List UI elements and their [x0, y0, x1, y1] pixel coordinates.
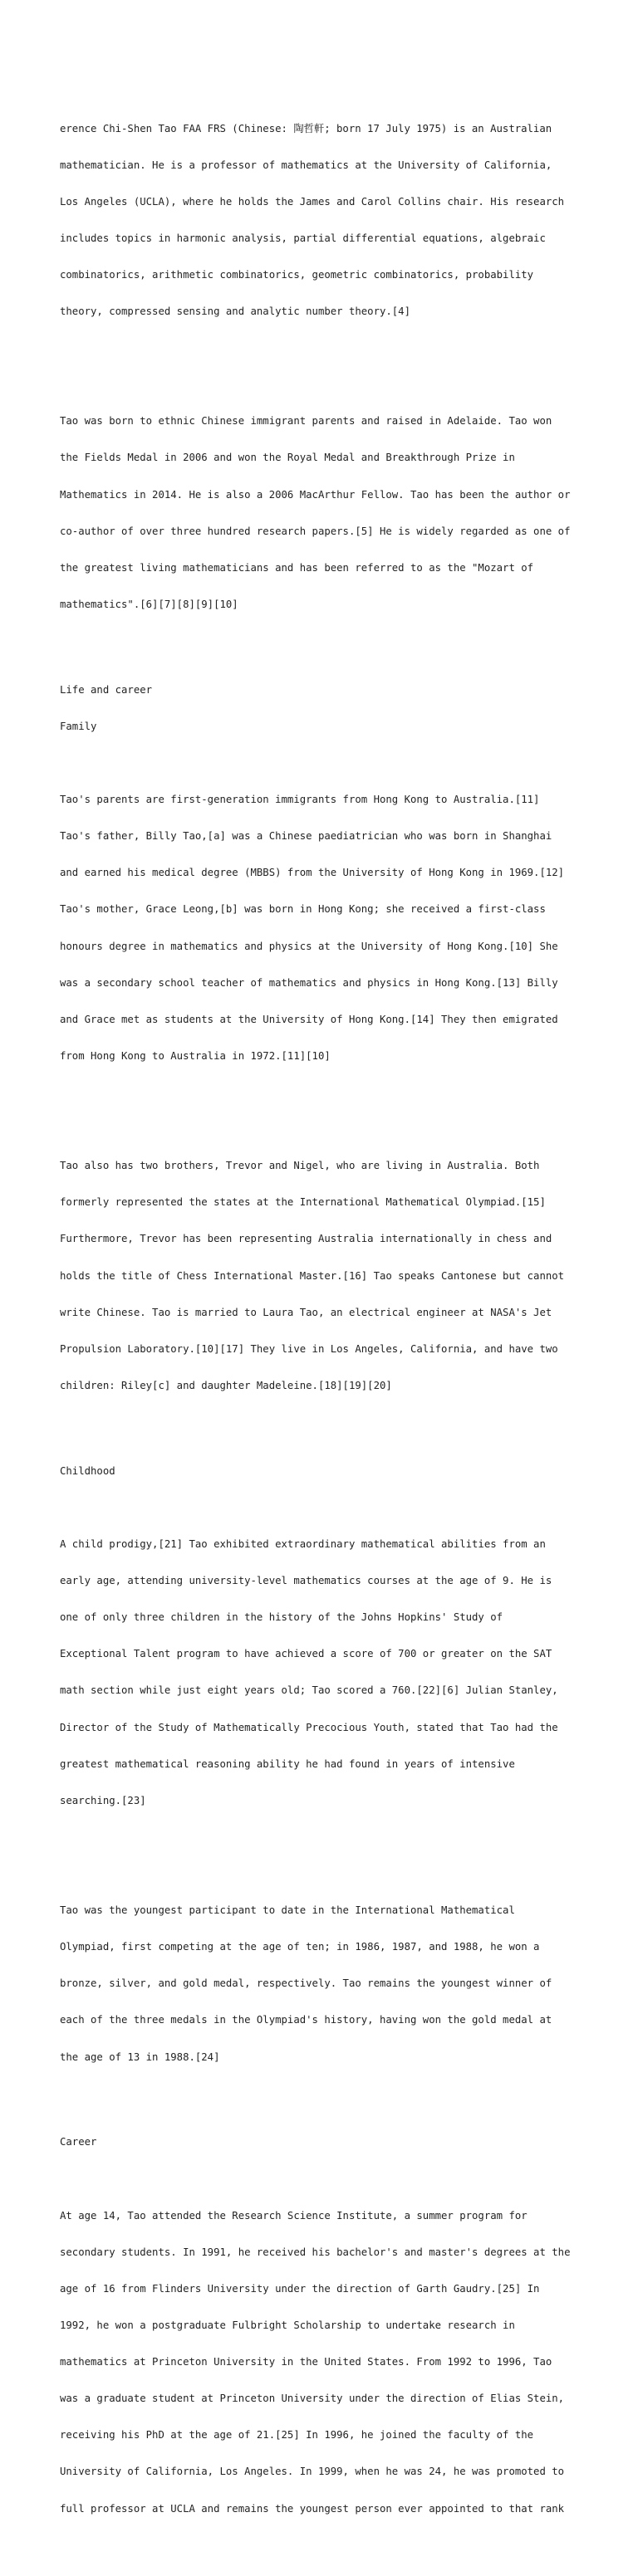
text-line: age of 16 from Flinders University under the direction of Garth Gaudry.[25] In: [60, 2282, 540, 2295]
text-line: and Grace met as students at the University of Hong Kong.[14] They then emigrated: [60, 1013, 558, 1025]
text-line: includes topics in harmonic analysis, partial differential equations, algebraic: [60, 232, 546, 244]
text-line: Furthermore, Trevor has been representing Australia internationally in chess and: [60, 1233, 552, 1245]
text-line: 1992, he won a postgraduate Fulbright Scholarship to undertake research in: [60, 2319, 515, 2331]
text-line: and earned his medical degree (MBBS) from the University of Hong Kong in 1969.[12]: [60, 867, 565, 879]
text-line: Olympiad, first competing at the age of ten; in 1986, 1987, and 1988, he won a: [60, 1941, 540, 1953]
text-line: bronze, silver, and gold medal, respectively. Tao remains the youngest winner of: [60, 1977, 552, 1990]
text-line: secondary students. In 1991, he received his bachelor's and master's degrees at the: [60, 2246, 571, 2258]
subsection-heading-career: Career: [60, 2136, 97, 2148]
text-line: early age, attending university-level mathematics courses at the age of 9. He is: [60, 1575, 552, 1587]
intro-paragraph-1: [60, 98, 591, 342]
text-line: Director of the Study of Mathematically Precocious Youth, stated that Tao had the: [60, 1721, 558, 1733]
text-line: mathematics".[6][7][8][9][10]: [60, 598, 238, 610]
text-line: co-author of over three hundred research papers.[5] He is widely regarded as one of: [60, 525, 571, 537]
family-paragraph-1: [60, 770, 591, 1087]
text-line: erence Chi-Shen Tao FAA FRS (Chinese: 陶哲軒; born 17 July 1975) is an Australian: [60, 122, 552, 134]
childhood-paragraph-2: [60, 1880, 591, 2088]
text-line: write Chinese. Tao is married to Laura Tao, an electrical engineer at NASA's Jet: [60, 1306, 552, 1318]
text-line: Tao's father, Billy Tao,[a] was a Chinese paediatrician who was born in Shanghai: [60, 830, 552, 843]
text-line: Tao's mother, Grace Leong,[b] was born in Hong Kong; she received a first-class: [60, 903, 546, 916]
text-line: searching.[23]: [60, 1794, 146, 1806]
text-line: math section while just eight years old; Tao scored a 760.[22][6] Julian Stanley,: [60, 1684, 558, 1697]
text-line: Tao's parents are first-generation immigrants from Hong Kong to Australia.[11]: [60, 794, 540, 806]
career-paragraph-1: [60, 2185, 591, 2539]
subsection-heading-family: Family: [60, 720, 97, 732]
childhood-paragraph-1: [60, 1514, 591, 1831]
text-line: the greatest living mathematicians and has been referred to as the "Mozart of: [60, 561, 534, 574]
text-line: Tao was the youngest participant to date in the International Mathematical: [60, 1904, 515, 1917]
text-line: theory, compressed sensing and analytic number theory.[4]: [60, 306, 410, 318]
subsection-heading-childhood: Childhood: [60, 1464, 115, 1477]
text-line: mathematics at Princeton University in the United States. From 1992 to 1996, Tao: [60, 2356, 552, 2368]
text-line: from Hong Kong to Australia in 1972.[11][10]: [60, 1049, 331, 1062]
document-page: [60, 61, 591, 2576]
text-line: full professor at UCLA and remains the youngest person ever appointed to that rank: [60, 2502, 565, 2515]
text-line: Los Angeles (UCLA), where he holds the James and Carol Collins chair. His research: [60, 195, 565, 208]
text-line: Mathematics in 2014. He is also a 2006 MacArthur Fellow. Tao has been the author or: [60, 488, 571, 501]
text-line: formerly represented the states at the International Mathematical Olympiad.[15]: [60, 1196, 546, 1209]
text-line: combinatorics, arithmetic combinatorics, geometric combinatorics, probability: [60, 268, 534, 281]
family-paragraph-2: [60, 1136, 591, 1416]
section-heading-life-and-career: Life and career: [60, 683, 153, 696]
text-line: one of only three children in the history of the Johns Hopkins' Study of: [60, 1611, 503, 1624]
text-line: the age of 13 in 1988.[24]: [60, 2051, 220, 2063]
text-line: was a graduate student at Princeton University under the direction of Elias Stein,: [60, 2393, 565, 2405]
text-line: greatest mathematical reasoning ability he had found in years of intensive: [60, 1757, 515, 1770]
text-line: Exceptional Talent program to have achieved a score of 700 or greater on the SAT: [60, 1648, 552, 1660]
text-line: University of California, Los Angeles. In 1999, when he was 24, he was promoted to: [60, 2466, 565, 2478]
text-line: Tao was born to ethnic Chinese immigrant parents and raised in Adelaide. Tao won: [60, 415, 552, 428]
text-line: was a secondary school teacher of mathematics and physics in Hong Kong.[13] Billy: [60, 976, 558, 989]
text-line: honours degree in mathematics and physics at the University of Hong Kong.[10] She: [60, 940, 558, 952]
text-line: Tao also has two brothers, Trevor and Nigel, who are living in Australia. Both: [60, 1160, 540, 1172]
text-line: children: Riley[c] and daughter Madeleine.[18][19][20]: [60, 1379, 392, 1391]
text-line: mathematician. He is a professor of mathematics at the University of California,: [60, 159, 552, 171]
intro-paragraph-2: [60, 391, 591, 635]
text-line: At age 14, Tao attended the Research Science Institute, a summer program for: [60, 2209, 528, 2222]
text-line: holds the title of Chess International Master.[16] Tao speaks Cantonese but cannot: [60, 1269, 565, 1282]
text-line: the Fields Medal in 2006 and won the Royal Medal and Breakthrough Prize in: [60, 452, 515, 464]
text-line: each of the three medals in the Olympiad's history, having won the gold medal at: [60, 2014, 552, 2026]
text-line: Propulsion Laboratory.[10][17] They live in Los Angeles, California, and have two: [60, 1342, 558, 1355]
text-line: receiving his PhD at the age of 21.[25] In 1996, he joined the faculty of the: [60, 2429, 534, 2442]
text-line: A child prodigy,[21] Tao exhibited extraordinary mathematical abilities from an: [60, 1538, 546, 1551]
